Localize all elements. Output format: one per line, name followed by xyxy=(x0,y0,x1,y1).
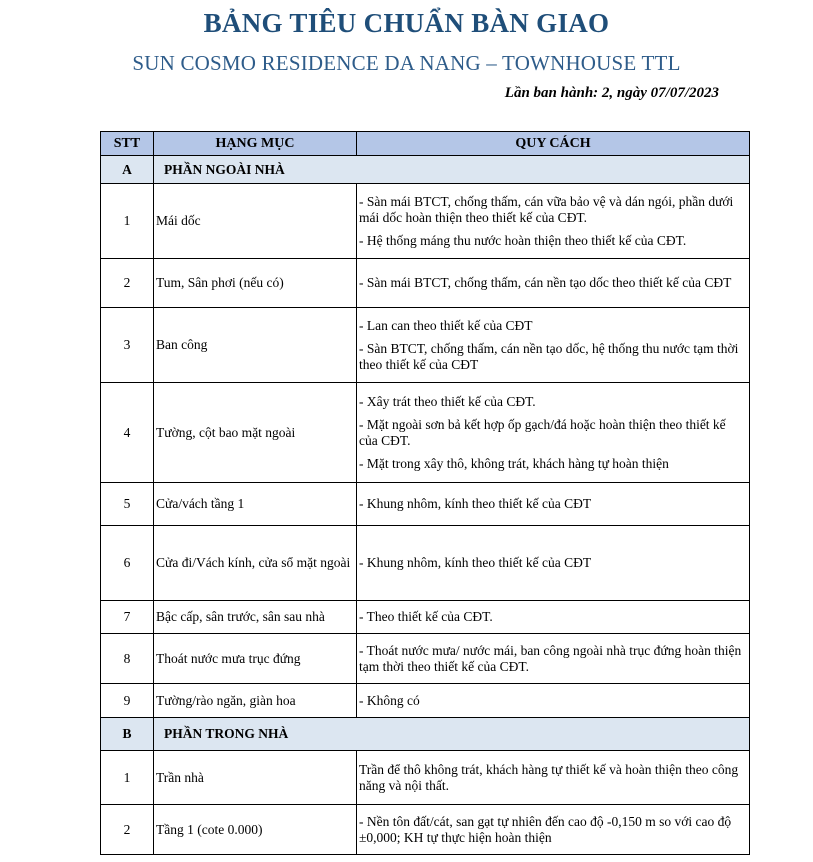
spec-line: - Lan can theo thiết kế của CĐT xyxy=(359,317,533,333)
row-spec xyxy=(357,308,750,383)
spec-line: - Sàn mái BTCT, chống thấm, cán vữa bảo vệ và dán ngói, phần dưới mái dốc hoàn thiện theo thiết kế của CĐT. xyxy=(359,193,734,225)
row-stt: 7 xyxy=(101,601,154,634)
spec-line: - Xây trát theo thiết kế của CĐT. xyxy=(359,393,536,409)
column-header-spec: QUY CÁCH xyxy=(357,132,750,156)
row-stt: 2 xyxy=(101,805,154,855)
table-row xyxy=(101,684,750,718)
spec-line: - Thoát nước mưa/ nước mái, ban công ngoài nhà trục đứng hoàn thiện tạm thời theo thiết kế của CĐT. xyxy=(359,642,742,674)
row-spec xyxy=(357,805,750,855)
handover-standards-table xyxy=(100,131,750,855)
table-row xyxy=(101,805,750,855)
row-spec xyxy=(357,184,750,259)
table-row xyxy=(101,184,750,259)
row-stt: 4 xyxy=(101,383,154,483)
row-spec xyxy=(357,634,750,684)
spec-line: - Không có xyxy=(359,692,420,708)
row-stt: 1 xyxy=(101,751,154,805)
row-spec xyxy=(357,259,750,308)
row-item: Trần nhà xyxy=(154,751,357,805)
section-code: A xyxy=(101,156,154,184)
row-spec xyxy=(357,383,750,483)
table-row xyxy=(101,308,750,383)
column-header-stt: STT xyxy=(101,132,154,156)
section-code: B xyxy=(101,718,154,751)
table-row xyxy=(101,259,750,308)
row-item: Ban công xyxy=(154,308,357,383)
spec-line: - Khung nhôm, kính theo thiết kế của CĐT xyxy=(359,496,592,511)
row-item: Cửa/vách tầng 1 xyxy=(154,483,357,526)
row-item: Tum, Sân phơi (nếu có) xyxy=(154,259,357,308)
row-stt: 5 xyxy=(101,483,154,526)
section-row-b xyxy=(101,718,750,751)
document-subtitle: SUN COSMO RESIDENCE DA NANG – TOWNHOUSE TTL xyxy=(132,51,681,75)
row-item: Thoát nước mưa trục đứng xyxy=(154,634,357,684)
spec-line: - Sàn BTCT, chống thấm, cán nền tạo dốc, hệ thống thu nước tạm thời theo thiết kế của CĐT xyxy=(359,340,739,372)
row-stt: 9 xyxy=(101,684,154,718)
spec-line: - Sàn mái BTCT, chống thấm, cán nền tạo dốc theo thiết kế của CĐT xyxy=(359,275,732,290)
row-spec xyxy=(357,526,750,601)
row-item: Tường/rào ngăn, giàn hoa xyxy=(154,684,357,718)
table-row xyxy=(101,601,750,634)
table-row xyxy=(101,751,750,805)
row-item: Bậc cấp, sân trước, sân sau nhà xyxy=(154,601,357,634)
row-spec xyxy=(357,483,750,526)
row-stt: 3 xyxy=(101,308,154,383)
row-spec xyxy=(357,601,750,634)
spec-line: - Khung nhôm, kính theo thiết kế của CĐT xyxy=(359,555,592,570)
row-item: Tầng 1 (cote 0.000) xyxy=(154,805,357,855)
table-row xyxy=(101,526,750,601)
row-item: Tường, cột bao mặt ngoài xyxy=(154,383,357,483)
spec-line: - Mặt trong xây thô, không trát, khách hàng tự hoàn thiện xyxy=(359,455,669,471)
document-title: BẢNG TIÊU CHUẨN BÀN GIAO xyxy=(203,8,610,38)
row-spec xyxy=(357,684,750,718)
spec-line: Trần để thô không trát, khách hàng tự thiết kế và hoàn thiện theo công năng và nội thất. xyxy=(359,761,739,793)
row-stt: 8 xyxy=(101,634,154,684)
row-stt: 2 xyxy=(101,259,154,308)
table-row xyxy=(101,483,750,526)
table-header-row xyxy=(101,132,750,156)
section-name: PHẦN TRONG NHÀ xyxy=(154,718,750,751)
table-row xyxy=(101,634,750,684)
row-spec xyxy=(357,751,750,805)
row-item: Cửa đi/Vách kính, cửa sổ mặt ngoài xyxy=(154,526,357,601)
column-header-item: HẠNG MỤC xyxy=(154,132,357,156)
spec-line: - Mặt ngoài sơn bả kết hợp ốp gạch/đá hoặc hoàn thiện theo thiết kế của CĐT. xyxy=(359,416,726,448)
edition-info: Lần ban hành: 2, ngày 07/07/2023 xyxy=(504,85,719,101)
section-row-a xyxy=(101,156,750,184)
spec-line: - Hệ thống máng thu nước hoàn thiện theo thiết kế của CĐT. xyxy=(359,232,687,248)
table-row xyxy=(101,383,750,483)
row-stt: 1 xyxy=(101,184,154,259)
row-stt: 6 xyxy=(101,526,154,601)
row-item: Mái dốc xyxy=(154,184,357,259)
spec-line: - Nền tôn đất/cát, san gạt tự nhiên đến cao độ -0,150 m so với cao độ ±0,000; KH tự thực hiện hoàn thiện xyxy=(359,813,732,845)
spec-line: - Theo thiết kế của CĐT. xyxy=(359,609,493,624)
section-name: PHẦN NGOÀI NHÀ xyxy=(154,156,750,184)
